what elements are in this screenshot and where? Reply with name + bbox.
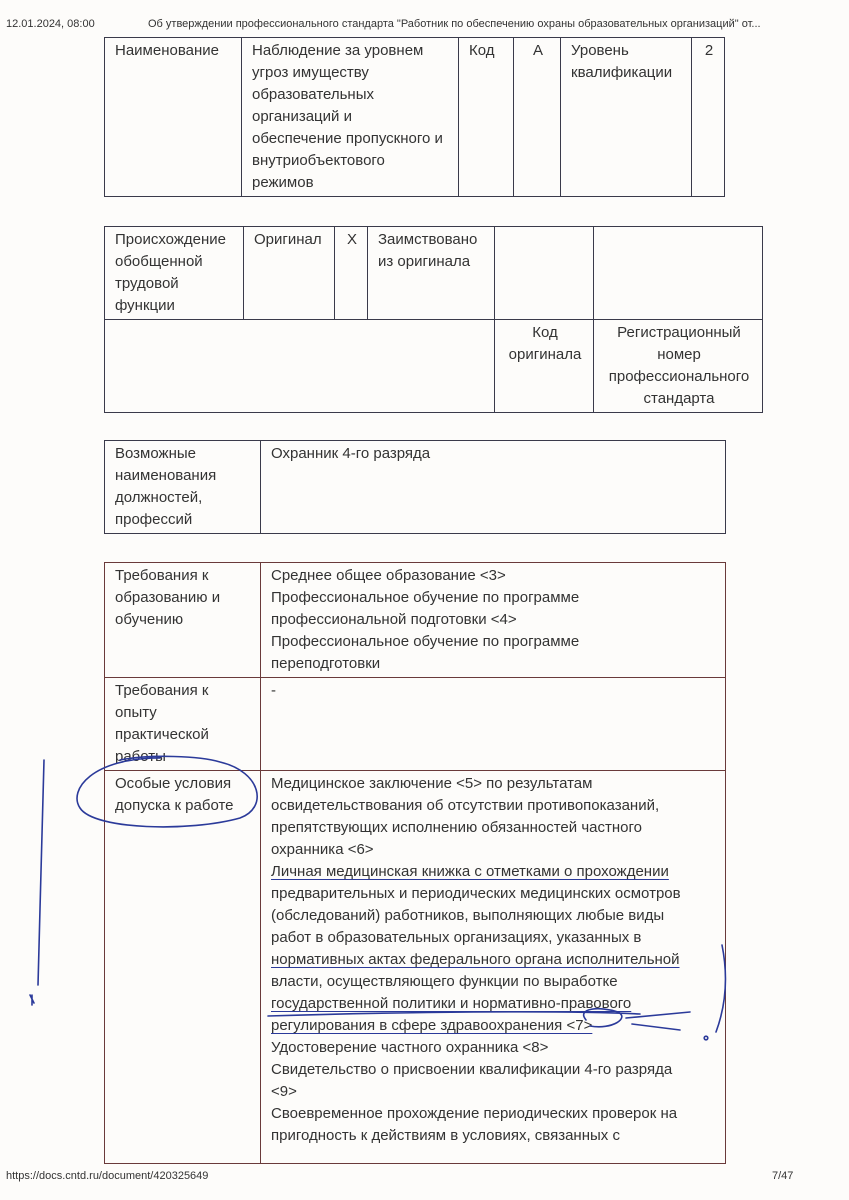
ink-margin-line [38, 760, 44, 985]
name-label: Наименование [105, 38, 242, 197]
source-url: https://docs.cntd.ru/document/420325649 [6, 1170, 209, 1182]
education-value: Среднее общее образование <3> Профессиональное обучение по программе профессиональной подготовки <4> Профессиональное обучение по программе переподготовки [261, 563, 726, 678]
empty-cell [105, 320, 495, 413]
level-value: 2 [692, 38, 725, 197]
positions-value: Охранник 4-го разряда [261, 441, 726, 534]
document-title: Об утверждении профессионального стандарта "Работник по обеспечению охраны образовательных организаций" от... [148, 18, 761, 30]
positions-label: Возможные наименования должностей, профессий [105, 441, 261, 534]
education-label: Требования к образованию и обучению [105, 563, 261, 678]
page-number: 7/47 [772, 1170, 794, 1182]
code-label: Код [459, 38, 514, 197]
origin-label: Происхождение обобщенной трудовой функции [105, 227, 244, 320]
special-conditions-label: Особые условия допуска к работе [105, 771, 261, 1164]
name-value: Наблюдение за уровнем угроз имуществу образовательных организаций и обеспечение пропускного и внутриобъектового режимов [242, 38, 459, 197]
print-date: 12.01.2024, 08:00 [6, 18, 95, 30]
code-value: А [514, 38, 561, 197]
level-label: Уровень квалификации [561, 38, 692, 197]
requirements-table [104, 562, 726, 1164]
origin-table [104, 226, 763, 413]
borrowed-label: Заимствовано из оригинала [368, 227, 495, 320]
special-conditions-value: Медицинское заключение <5> по результатам освидетельствования об отсутствии противопоказаний, препятствующих исполнению обязанностей частного охранника <6> Личная медицинская книжка с отметками о прохождении предварительных и периодических медицинских осмотров (обследований) работников, выполняющих любые виды работ в образовательных организациях, указанных в нормативных актах федерального органа исполнительной власти, осуществляющего функции по выработке государственной политики и нормативно-правового регулирования в сфере здравоохранения <7> Удостоверение частного охранника <8> Свидетельство о присвоении квалификации 4-го разряда <9> Своевременное прохождение периодических проверок на пригодность к действиям в условиях, связанных с [261, 771, 726, 1164]
function-name-table [104, 37, 725, 197]
positions-table [104, 440, 726, 534]
empty-cell [594, 227, 763, 320]
original-label: Оригинал [244, 227, 335, 320]
code-original-label: Код оригинала [495, 320, 594, 413]
experience-value: - [261, 678, 726, 771]
ink-margin-mark [30, 995, 34, 1005]
empty-cell [495, 227, 594, 320]
reg-number-label: Регистрационный номер профессионального стандарта [594, 320, 763, 413]
original-mark: Х [335, 227, 368, 320]
experience-label: Требования к опыту практической работы [105, 678, 261, 771]
